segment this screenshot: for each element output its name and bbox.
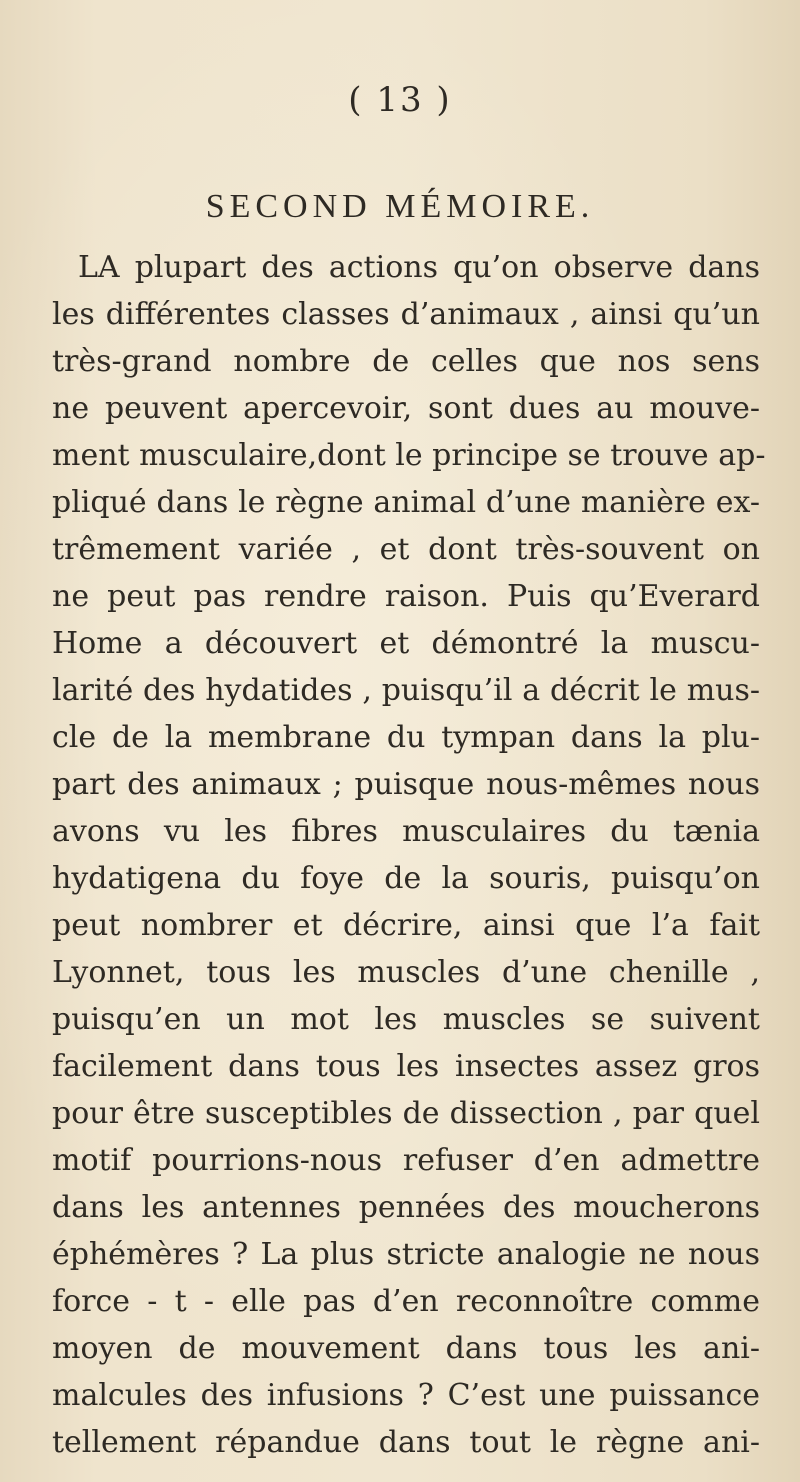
body-text <box>52 244 766 1466</box>
text-line: hydatigena du foye de la souris, puisqu’on <box>52 861 760 896</box>
text-line: trêmement variée , et dont très-souvent on <box>52 532 760 567</box>
text-line: larité des hydatides , puisqu’il a décrit le mus- <box>52 673 760 708</box>
text-line: peut nombrer et décrire, ainsi que l’a fait <box>52 908 760 943</box>
text-line: pour être susceptibles de dissection , par quel <box>52 1096 760 1131</box>
text-line: éphémères ? La plus stricte analogie ne nous <box>52 1237 760 1272</box>
text-line: tellement répandue dans tout le règne ani- <box>52 1425 760 1460</box>
text-line: ment musculaire,dont le principe se trouve ap- <box>52 438 766 473</box>
text-line: force - t - elle pas d’en reconnoître comme <box>52 1284 760 1319</box>
text-line: dans les antennes pennées des moucherons <box>52 1190 760 1225</box>
text-line: ne peuvent apercevoir, sont dues au mouve- <box>52 391 760 426</box>
text-line: pliqué dans le règne animal d’une manière ex- <box>52 485 760 520</box>
text-line: très-grand nombre de celles que nos sens <box>52 344 760 379</box>
text-line: ne peut pas rendre raison. Puis qu’Everard <box>52 579 760 614</box>
page-number: ( 13 ) <box>348 80 452 120</box>
text-line: Lyonnet, tous les muscles d’une chenille , <box>52 955 760 990</box>
text-line: facilement dans tous les insectes assez gros <box>52 1049 760 1084</box>
page-title: SECOND MÉMOIRE. <box>205 188 595 225</box>
text-line: cle de la membrane du tympan dans la plu- <box>52 720 760 755</box>
text-line: LA plupart des actions qu’on observe dans <box>78 250 760 285</box>
text-line: part des animaux ; puisque nous-mêmes nous <box>52 767 760 802</box>
text-line: puisqu’en un mot les muscles se suivent <box>52 1002 760 1037</box>
text-line: avons vu les fibres musculaires du tænia <box>52 814 760 849</box>
text-line: Home a découvert et démontré la muscu- <box>52 626 760 661</box>
text-line: motif pourrions-nous refuser d’en admettre <box>52 1143 760 1178</box>
text-line: moyen de mouvement dans tous les ani- <box>52 1331 760 1366</box>
text-line: malcules des infusions ? C’est une puissance <box>52 1378 760 1413</box>
text-line: les différentes classes d’animaux , ainsi qu’un <box>52 297 760 332</box>
